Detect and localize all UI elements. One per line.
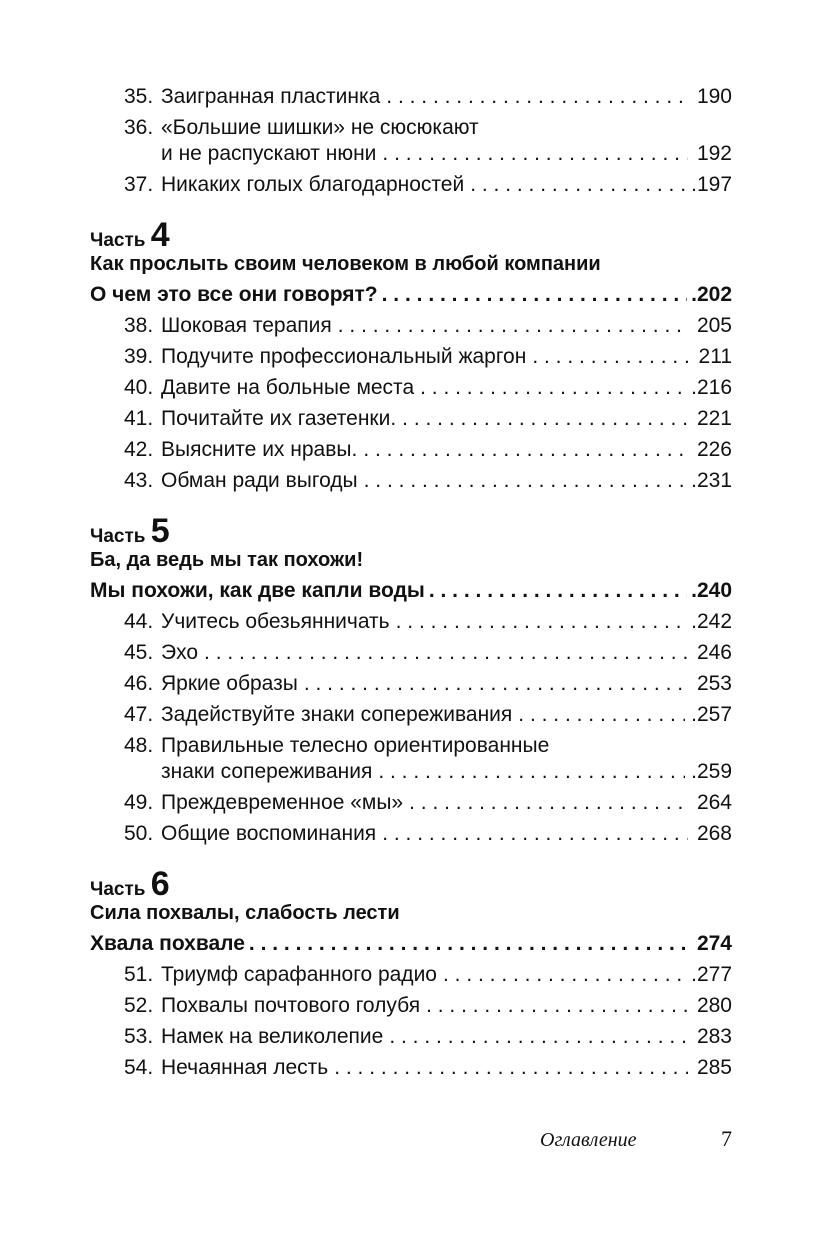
entry-number: 37. — [124, 173, 154, 196]
dot-leader — [518, 702, 685, 728]
toc-entry-45[interactable] — [90, 640, 732, 666]
entry-page: .216 — [691, 376, 732, 399]
entry-title: Учитесь обезьянничать — [161, 610, 390, 633]
entry-number: 38. — [124, 314, 154, 337]
section-page: .202 — [691, 283, 732, 306]
entry-number: 40. — [124, 376, 154, 399]
dot-leader — [389, 1024, 688, 1050]
dot-leader — [402, 406, 688, 432]
toc-entry-40[interactable] — [90, 375, 732, 401]
section-page: .240 — [691, 579, 732, 602]
table-of-contents — [90, 84, 732, 1086]
toc-entry-50[interactable] — [90, 821, 732, 847]
dot-leader — [396, 609, 686, 635]
toc-entry-36[interactable] — [90, 115, 732, 167]
part-number: 5 — [150, 512, 170, 550]
entry-number: 42. — [124, 438, 154, 461]
entry-number: 43. — [124, 469, 154, 492]
dot-leader — [204, 640, 688, 666]
dot-leader — [420, 375, 685, 401]
dot-leader — [382, 821, 688, 847]
entry-page: .231 — [691, 469, 732, 492]
entry-title: Обман ради выгоды — [161, 469, 358, 492]
entry-page: 253 — [696, 672, 732, 695]
section-entry[interactable] — [90, 931, 732, 957]
section-title: О чем это все они говорят? — [90, 283, 378, 306]
entry-page: 283 — [696, 1025, 732, 1048]
dot-leader — [334, 1055, 688, 1081]
part-5 — [90, 512, 732, 847]
entry-page: .259 — [691, 760, 732, 783]
toc-entry-49[interactable] — [90, 790, 732, 816]
entry-title: Нечаянная лесть — [161, 1056, 329, 1079]
part-number: 4 — [150, 216, 170, 254]
entry-title: Никаких голых благодарностей — [161, 173, 465, 196]
toc-entry-35[interactable] — [90, 84, 732, 110]
entry-number: 35. — [124, 85, 154, 108]
toc-entry-37[interactable] — [90, 172, 732, 198]
entry-number: 46. — [124, 672, 154, 695]
dot-leader — [378, 759, 685, 785]
toc-entry-46[interactable] — [90, 671, 732, 697]
page-number: 7 — [721, 1126, 732, 1151]
toc-entry-51[interactable] — [90, 962, 732, 988]
part-6 — [90, 865, 732, 1081]
entry-page: 190 — [696, 85, 732, 108]
toc-entry-48[interactable] — [90, 733, 732, 785]
dot-leader — [470, 172, 685, 198]
entry-page: 285 — [696, 1056, 732, 1079]
toc-entry-38[interactable] — [90, 313, 732, 339]
entry-title: Выясните их нравы. — [161, 438, 358, 461]
entry-number: 49. — [124, 791, 154, 814]
toc-entry-41[interactable] — [90, 406, 732, 432]
entry-page: 192 — [696, 142, 732, 165]
entry-title-line1: «Большие шишки» не сюсюкают — [161, 116, 479, 139]
entry-page: 211 — [698, 345, 732, 368]
dot-leader — [409, 790, 688, 816]
entry-page: .277 — [691, 963, 732, 986]
toc-entry-42[interactable] — [90, 437, 732, 463]
entry-page: 264 — [696, 791, 732, 814]
entry-page: 221 — [696, 407, 732, 430]
entry-number: 48. — [124, 734, 154, 757]
toc-entry-44[interactable] — [90, 609, 732, 635]
toc-entry-54[interactable] — [90, 1055, 732, 1081]
entry-page: .242 — [691, 610, 732, 633]
part-title: Сила похвалы, слабость лести — [90, 902, 400, 924]
entry-title: Общие воспоминания — [161, 822, 377, 845]
entry-title: Намек на великолепие — [161, 1025, 384, 1048]
entry-number: 41. — [124, 407, 154, 430]
section-entry[interactable] — [90, 282, 732, 308]
dot-leader — [426, 993, 688, 1019]
entry-number: 39. — [124, 345, 154, 368]
entry-title: Триумф сарафанного радио — [161, 963, 437, 986]
entry-number: 51. — [124, 963, 154, 986]
toc-entry-39[interactable] — [90, 344, 732, 370]
dot-leader — [532, 344, 688, 370]
entry-title: Преждевременное «мы» — [161, 791, 404, 814]
dot-leader — [382, 282, 687, 308]
section-title: Мы похожи, как две капли воды — [90, 579, 425, 602]
entry-title: Почитайте их газетенки. — [161, 407, 397, 430]
entry-number: 45. — [124, 641, 154, 664]
entry-title: Подучите профессиональный жаргон — [161, 345, 527, 368]
toc-entry-47[interactable] — [90, 702, 732, 728]
entry-page: .197 — [691, 173, 732, 196]
part-4 — [90, 216, 732, 494]
section-page: 274 — [696, 932, 732, 955]
part-label: Часть 4 — [90, 216, 170, 254]
dot-leader — [363, 437, 688, 463]
part-label: Часть 5 — [90, 512, 170, 550]
dot-leader — [386, 84, 688, 110]
dot-leader — [443, 962, 685, 988]
dot-leader — [338, 313, 688, 339]
section-entry[interactable] — [90, 578, 732, 604]
entry-title: Задействуйте знаки сопереживания — [161, 703, 513, 726]
entry-number: 47. — [124, 703, 154, 726]
entry-page: 268 — [696, 822, 732, 845]
entry-number: 53. — [124, 1025, 154, 1048]
dot-leader — [304, 671, 688, 697]
entry-page: 246 — [696, 641, 732, 664]
dot-leader — [364, 468, 685, 494]
entry-number: 50. — [124, 822, 154, 845]
part-title: Ба, да ведь мы так похожи! — [90, 549, 364, 571]
entry-number: 54. — [124, 1056, 154, 1079]
entry-title: Давите на больные места — [161, 376, 415, 399]
entry-title: Заигранная пластинка — [161, 85, 381, 108]
entry-title: Яркие образы — [161, 672, 298, 695]
running-footer-title: Оглавление — [540, 1129, 637, 1151]
entry-page: 280 — [696, 994, 732, 1017]
entry-title: Эхо — [161, 641, 199, 664]
entry-number: 44. — [124, 610, 154, 633]
toc-entry-53[interactable] — [90, 1024, 732, 1050]
toc-entry-43[interactable] — [90, 468, 732, 494]
dot-leader — [382, 141, 688, 167]
entry-page: 205 — [696, 314, 732, 337]
entry-title-line1: Правильные телесно ориентированные — [161, 734, 550, 757]
entry-title: и не распускают нюни — [161, 142, 377, 165]
page-footer — [540, 1126, 732, 1152]
entry-page: 226 — [696, 438, 732, 461]
entry-number: 52. — [124, 994, 154, 1017]
entry-title: знаки сопереживания — [161, 760, 373, 783]
entry-title: Шоковая терапия — [161, 314, 332, 337]
part-label: Часть 6 — [90, 865, 170, 903]
part-title: Как прослыть своим человеком в любой компании — [90, 253, 601, 275]
dot-leader — [429, 578, 687, 604]
entry-page: .257 — [691, 703, 732, 726]
section-title: Хвала похвале — [90, 932, 245, 955]
entry-number: 36. — [124, 116, 154, 139]
part-number: 6 — [150, 865, 170, 903]
dot-leader — [249, 931, 690, 957]
entry-title: Похвалы почтового голубя — [161, 994, 421, 1017]
toc-entry-52[interactable] — [90, 993, 732, 1019]
